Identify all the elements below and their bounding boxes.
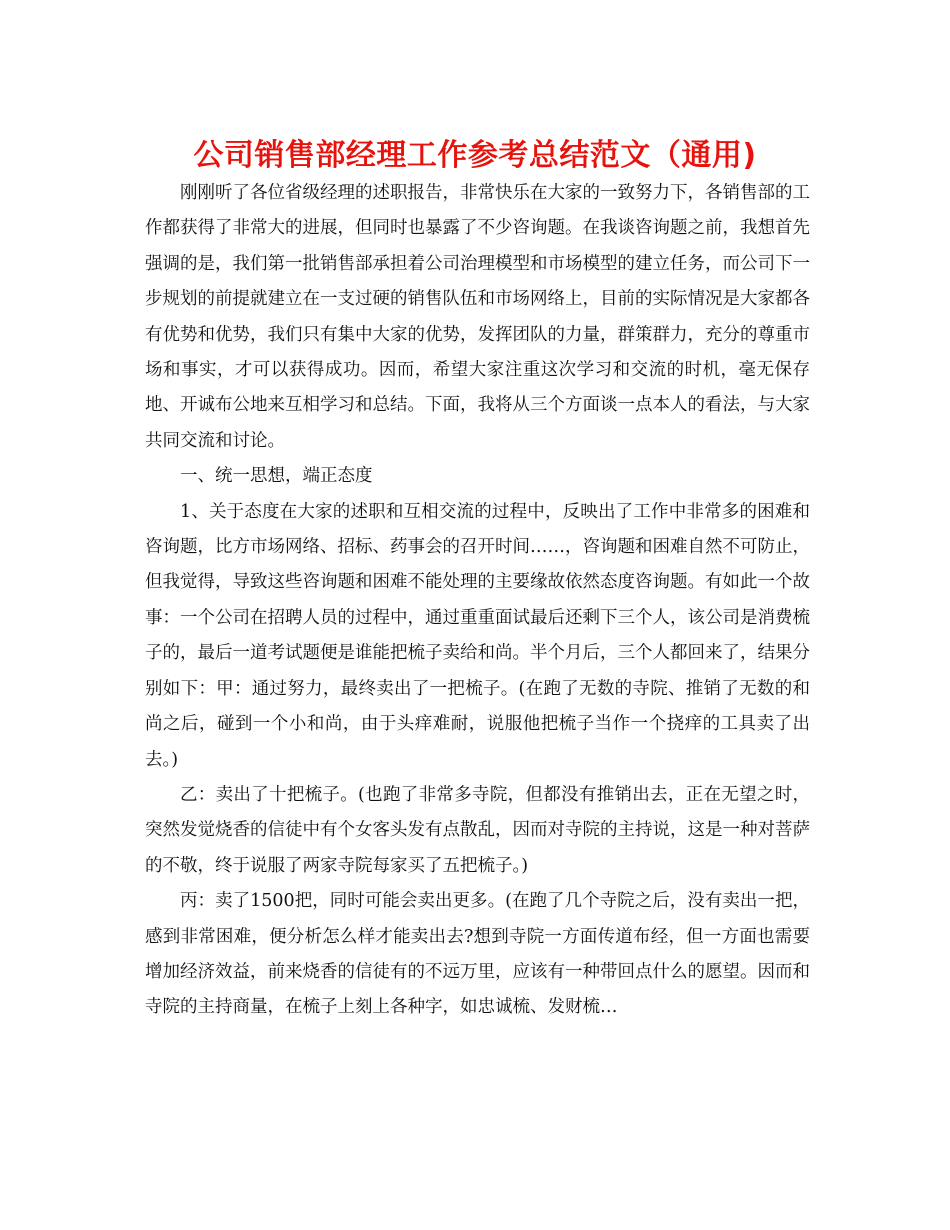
paragraph-section-heading: 一、统一思想，端正态度 bbox=[180, 466, 373, 487]
document-body bbox=[145, 176, 810, 1026]
paragraph-intro: 刚刚听了各位省级经理的述职报告，非常快乐在大家的一致努力下，各销售部的工作都获得了非常大的进展，但同时也暴露了不少咨询题。在我谈咨询题之前，我想首先强调的是，我们第一批销售部承担着公司治理模型和市场模型的建立任务，而公司下一步规划的前提就建立在一支过硬的销售队伍和市场网络上，目前的实际情况是大家都各有优势和优势，我们只有集中大家的优势，发挥团队的力量，群策群力，充分的尊重市场和事实，才可以获得成功。因而，希望大家注重这次学习和交流的时机，毫无保存地、开诚布公地来互相学习和总结。下面，我将从三个方面谈一点本人的看法，与大家共同交流和讨论。 bbox=[145, 183, 810, 451]
paragraph-candidate-c: 丙：卖了1500把，同时可能会卖出更多。(在跑了几个寺院之后，没有卖出一把，感到非常困难，便分析怎么样才能卖出去?想到寺院一方面传道布经，但一方面也需要增加经济效益，前来烧香的信徒有的不远万里，应该有一种带回点什么的愿望。因而和寺院的主持商量，在梳子上刻上各种字，如忠诚梳、发财梳… bbox=[145, 891, 810, 1018]
paragraph-candidate-b: 乙：卖出了十把梳子。(也跑了非常多寺院，但都没有推销出去，正在无望之时，突然发觉烧香的信徒中有个女客头发有点散乱，因而对寺院的主持说，这是一种对菩萨的不敬，终于说服了两家寺院每家买了五把梳子。) bbox=[145, 784, 810, 876]
document-title: 公司销售部经理工作参考总结范文（通用) bbox=[193, 138, 757, 173]
paragraph-attitude-story: 1、关于态度在大家的述职和互相交流的过程中，反映出了工作中非常多的困难和咨询题，比方市场网络、招标、药事会的召开时间……，咨询题和困难自然不可防止，但我觉得，导致这些咨询题和困难不能处理的主要缘故依然态度咨询题。有如此一个故事：一个公司在招聘人员的过程中，通过重重面试最后还剩下三个人，该公司是消费梳子的，最后一道考试题便是谁能把梳子卖给和尚。半个月后，三个人都回来了，结果分别如下：甲：通过努力，最终卖出了一把梳子。(在跑了无数的寺院、推销了无数的和尚之后，碰到一个小和尚，由于头痒难耐，说服他把梳子当作一个挠痒的工具卖了出去。) bbox=[145, 501, 810, 770]
